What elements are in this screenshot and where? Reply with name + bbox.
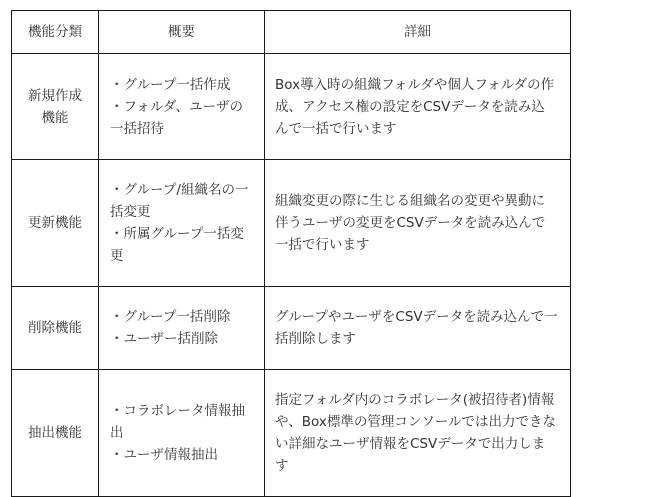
summary-item: ・所属グループ一括変更 [110,226,244,264]
detail-cell: グループやユーザをCSVデータを読み込んで一括削除します [265,287,571,370]
table-row [12,287,571,370]
category-text: 削除機能 [28,320,82,336]
header-summary: 概要 [99,11,265,54]
table-row [12,370,571,497]
category-cell [12,287,99,370]
table-header-row [12,11,571,54]
header-category: 機能分類 [12,11,99,54]
detail-cell: 組織変更の際に生じる組織名の変更や異動に伴うユーザの変更をCSVデータを読み込んで一括で行います [265,160,571,287]
summary-item: ・グループ/組織名の一括変更 [110,182,249,220]
table-row [12,54,571,160]
detail-cell: Box導入時の組織フォルダや個人フォルダの作成、アクセス権の設定をCSVデータを読み込んで一括で行います [265,54,571,160]
header-detail: 詳細 [265,11,571,54]
summary-cell [99,287,265,370]
category-cell [12,54,99,160]
summary-item: ・コラボレータ情報抽出 [110,403,245,441]
category-text: 機能 [41,109,69,126]
category-cell [12,370,99,497]
table-row [12,160,571,287]
category-cell [12,160,99,287]
summary-cell [99,54,265,160]
summary-item: ・グループ一括削除 [110,309,231,325]
feature-table [11,10,571,497]
category-text: 新規作成 [28,87,82,104]
category-text: 更新機能 [28,215,82,231]
detail-cell: 指定フォルダ内のコラボレータ(被招待者)情報や、Box標準の管理コンソールでは出力できない詳細なユーザ情報をCSVデータで出力します [265,370,571,497]
summary-item: ・グループ一括作成 [110,76,231,93]
summary-item: ・ユーザ情報抽出 [110,447,218,463]
summary-cell [99,370,265,497]
summary-cell [99,160,265,287]
summary-item: ・フォルダ、ユーザの一括招待 [110,98,243,137]
category-text: 抽出機能 [28,425,82,441]
summary-item: ・ユーザー括削除 [110,331,218,347]
